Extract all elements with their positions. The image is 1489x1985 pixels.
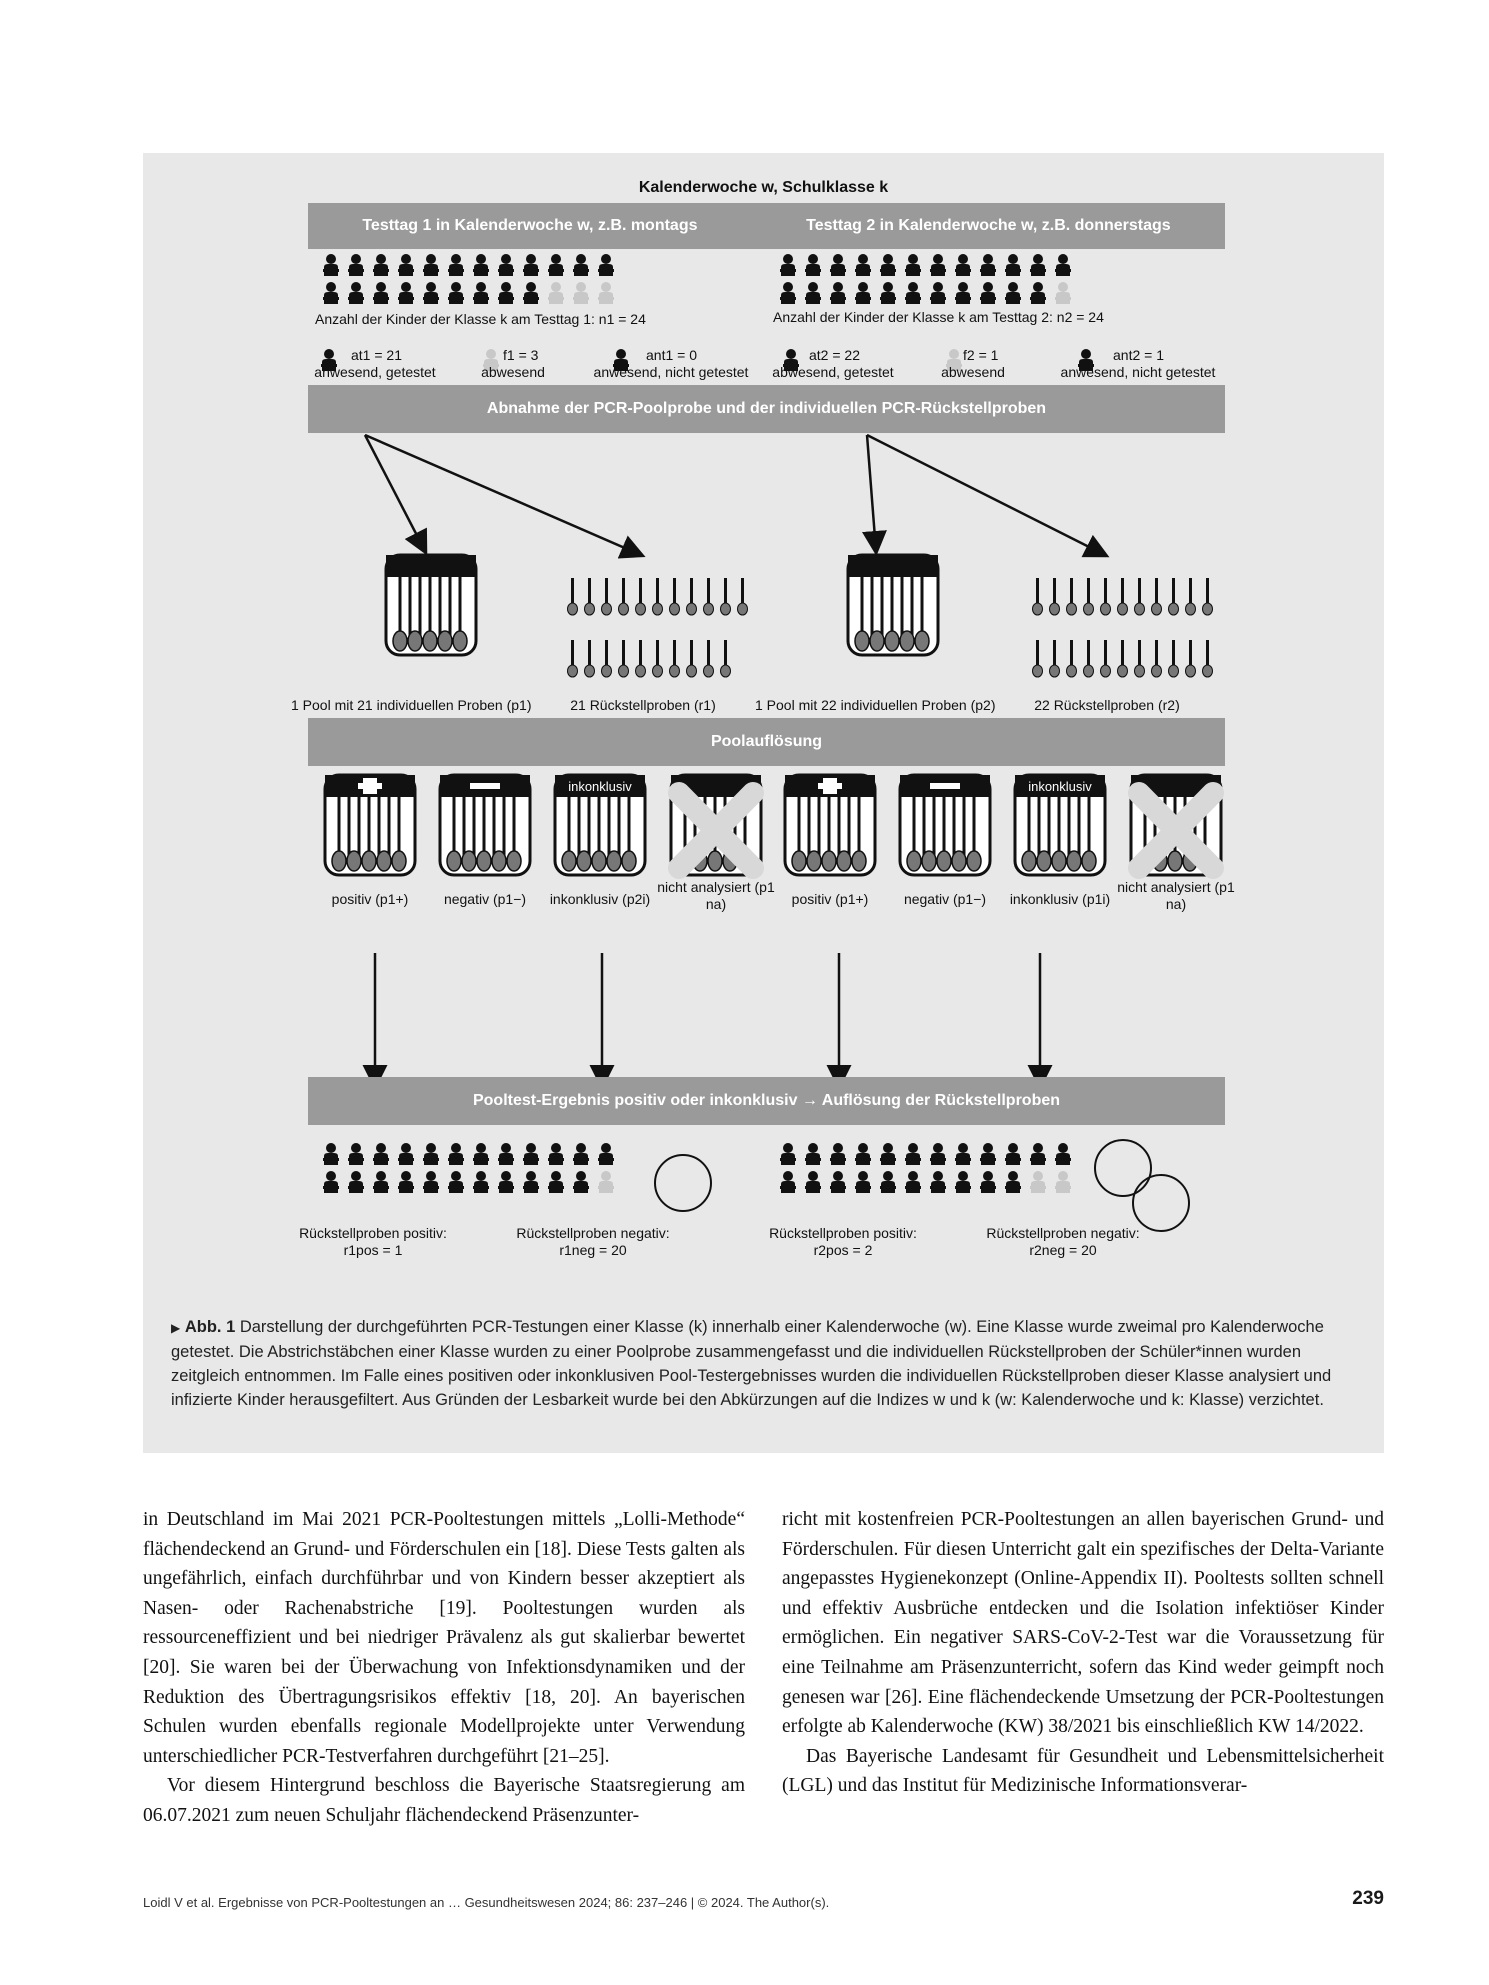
- backup-label-2: 22 Rückstellproben (r2): [1034, 697, 1180, 713]
- backup-swab-icon: [585, 640, 595, 677]
- backup-swab-icon: [1118, 640, 1128, 677]
- backup-swab-icon: [1203, 640, 1213, 677]
- final-label-4: Rückstellproben negativ: r2neg = 20: [986, 1225, 1140, 1258]
- backup-swab-icon: [653, 578, 663, 615]
- result-tube-icon: [900, 775, 990, 875]
- child-icon: [1055, 1143, 1071, 1165]
- child-icon: [980, 254, 996, 276]
- backup-swab-icon: [1152, 640, 1162, 677]
- child-icon: [498, 254, 514, 276]
- child-icon: [805, 1171, 821, 1193]
- child-icon: [348, 254, 364, 276]
- child-icon: [1030, 1171, 1046, 1193]
- child-icon: [423, 282, 439, 304]
- child-icon: [905, 254, 921, 276]
- result-tube-icon: [440, 775, 530, 875]
- child-icon: [448, 1171, 464, 1193]
- backup-swab-icon: [738, 578, 748, 615]
- figure-title: Kalenderwoche w, Schulklasse k: [638, 179, 889, 196]
- child-icon: [548, 254, 564, 276]
- backup-swab-icon: [1135, 578, 1145, 615]
- child-icon: [573, 282, 589, 304]
- result-label: negativ (p1−): [443, 891, 527, 907]
- child-icon: [323, 282, 339, 304]
- child-icon: [498, 282, 514, 304]
- child-icon: [955, 1171, 971, 1193]
- body-paragraph: Das Bayerische Landesamt für Gesundheit und Lebensmittelsicherheit (LGL) und das Institut für Medizinische Informationsverar-: [782, 1745, 1384, 1797]
- backup-swab-icon: [670, 640, 680, 677]
- child-icon: [830, 254, 846, 276]
- child-icon: [398, 1171, 414, 1193]
- child-icon: [348, 1171, 364, 1193]
- body-column-left: [143, 1505, 745, 1831]
- backup-swab-icon: [1084, 640, 1094, 677]
- child-icon: [855, 254, 871, 276]
- backup-swab-icon: [568, 640, 578, 677]
- testday2-header: Testtag 2 in Kalenderwoche w, z.B. donnerstags: [806, 217, 1171, 234]
- day2-stat-untested: ant2 = 1 anwesend, nicht getestet: [1060, 347, 1216, 380]
- backup-swab-icon: [1050, 578, 1060, 615]
- day1-stat-untested: ant1 = 0 anwesend, nicht getestet: [593, 347, 749, 380]
- child-icon: [573, 1171, 589, 1193]
- backup-swab-icon: [585, 578, 595, 615]
- backup-swab-icon: [1050, 640, 1060, 677]
- backup-swab-icon: [653, 640, 663, 677]
- child-icon: [523, 282, 539, 304]
- arrow-backup-1: [365, 435, 641, 555]
- child-icon: [905, 1171, 921, 1193]
- day2-stat-absent: f2 = 1 abwesend: [941, 347, 1005, 380]
- child-icon: [523, 254, 539, 276]
- child-icon: [323, 254, 339, 276]
- child-icon: [1055, 282, 1071, 304]
- backup-swab-icon: [619, 640, 629, 677]
- backup-swab-icon: [687, 640, 697, 677]
- minus-icon: [470, 783, 500, 789]
- backup-swab-icon: [1084, 578, 1094, 615]
- child-icon: [980, 1171, 996, 1193]
- child-icon: [855, 282, 871, 304]
- child-icon: [448, 254, 464, 276]
- final-label-2: Rückstellproben negativ: r1neg = 20: [516, 1225, 670, 1258]
- child-icon: [1055, 1171, 1071, 1193]
- backup-swab-icon: [602, 640, 612, 677]
- caption-label: Abb. 1: [184, 1318, 236, 1336]
- child-icon: [548, 1143, 564, 1165]
- child-icon: [1030, 1143, 1046, 1165]
- child-icon: [805, 1143, 821, 1165]
- child-icon: [930, 282, 946, 304]
- child-icon: [598, 1143, 614, 1165]
- child-icon: [830, 282, 846, 304]
- child-icon: [880, 1143, 896, 1165]
- child-icon: [473, 254, 489, 276]
- result-label: positiv (p1+): [331, 891, 409, 907]
- backup-swab-icon: [1033, 578, 1043, 615]
- result-label: nicht analysiert (p1 na): [657, 879, 775, 912]
- child-icon: [398, 282, 414, 304]
- child-icon: [448, 1143, 464, 1165]
- backup-swab-icon: [1169, 640, 1179, 677]
- child-icon: [930, 254, 946, 276]
- backup-swab-icon: [670, 578, 680, 615]
- day1-stat-absent: f1 = 3 abwesend: [481, 347, 545, 380]
- backup-swab-icon: [687, 578, 697, 615]
- child-icon: [855, 1171, 871, 1193]
- infected-circle: [655, 1155, 711, 1211]
- plus-icon: [818, 783, 842, 789]
- resolution-bar: Poolauflösung: [308, 718, 1225, 766]
- day1-stat-tested: at1 = 21 anwesend, getestet: [314, 347, 436, 380]
- child-icon: [855, 1143, 871, 1165]
- result-bar: Pooltest-Ergebnis positiv oder inkonklusiv → Auflösung der Rückstellproben: [308, 1077, 1225, 1125]
- child-icon: [830, 1143, 846, 1165]
- inconclusive-tag: inkonklusiv: [1028, 779, 1092, 794]
- child-icon: [1005, 1171, 1021, 1193]
- child-icon: [473, 1171, 489, 1193]
- child-icon: [448, 282, 464, 304]
- day2-count: Anzahl der Kinder der Klasse k am Testtag 2: n2 = 24: [773, 309, 1104, 325]
- result-label: inkonklusiv (p1i): [1009, 891, 1111, 907]
- backup-swab-icon: [704, 640, 714, 677]
- child-icon: [498, 1143, 514, 1165]
- child-icon: [805, 254, 821, 276]
- pool-tube-icon: [848, 555, 938, 655]
- child-icon: [930, 1171, 946, 1193]
- backup-swab-icon: [568, 578, 578, 615]
- child-icon: [548, 1171, 564, 1193]
- child-icon: [548, 282, 564, 304]
- backup-swab-icon: [636, 578, 646, 615]
- result-label: nicht analysiert (p1 na): [1117, 879, 1235, 912]
- child-icon: [323, 1171, 339, 1193]
- backup-swab-icon: [1203, 578, 1213, 615]
- backup-swab-icon: [1186, 640, 1196, 677]
- backup-swab-icon: [1169, 578, 1179, 615]
- child-icon: [830, 1171, 846, 1193]
- testday-header-bar: [308, 203, 1225, 249]
- arrow-pool-1: [365, 435, 425, 551]
- child-icon: [1005, 282, 1021, 304]
- backup-swab-icon: [721, 640, 731, 677]
- footer-citation: Loidl V et al. Ergebnisse von PCR-Pooltestungen an … Gesundheitswesen 2024; 86: 237–246 | © 2024. The Author(s).: [143, 1895, 830, 1910]
- child-icon: [423, 1143, 439, 1165]
- child-icon: [598, 1171, 614, 1193]
- backup-swab-icon: [1033, 640, 1043, 677]
- child-icon: [373, 1171, 389, 1193]
- figure-caption: ▶ Abb. 1 Darstellung der durchgeführten PCR-Testungen einer Klasse (k) innerhalb einer Kalenderwoche (w). Eine Klasse wurde zweimal pro Kalenderwoche getestet. Die Abstrichstäbchen einer Klasse wurden zu einer Poolprobe zusammengefasst und die individuellen Rückstellproben der Schüler*innen wurden zeitgleich entnommen. Im Falle eines positiven oder inkonklusiven Pool-Testergebnisses wurden die individuellen Rückstellproben dieser Klasse analysiert und infizierte Kinder herausgefiltert. Aus Gründen der Lesbarkeit wurde bei den Abkürzungen auf die Indizes w und k (w: Kalenderwoche und k: Klasse) verzichtet.: [171, 1318, 1332, 1409]
- child-icon: [373, 1143, 389, 1165]
- backup-swab-icon: [1101, 578, 1111, 615]
- body-paragraph: Vor diesem Hintergrund beschloss die Bayerische Staatsregierung am 06.07.2021 zum neuen Schuljahr flächendeckend Präsenzunter-: [143, 1775, 745, 1826]
- backup-swab-icon: [721, 578, 731, 615]
- child-icon: [905, 1143, 921, 1165]
- backup-swab-icon: [1067, 640, 1077, 677]
- backup-swab-icon: [1067, 578, 1077, 615]
- child-icon: [780, 1143, 796, 1165]
- child-icon: [980, 282, 996, 304]
- child-icon: [573, 1143, 589, 1165]
- child-icon: [523, 1171, 539, 1193]
- child-icon: [1005, 254, 1021, 276]
- caption-text: Darstellung der durchgeführten PCR-Testungen einer Klasse (k) innerhalb einer Kalenderwoche (w). Eine Klasse wurde zweimal pro Kalenderwoche getestet. Die Abstrichstäbchen einer Klasse wurden zu einer Poolprobe zusammengefasst und die individuellen Rückstellproben der Schüler*innen wurden zeitgleich entnommen. Im Falle eines positiven oder inkonklusiven Pool-Testergebnisses wurden die individuellen Rückstellproben dieser Klasse analysiert und infizierte Kinder herausgefiltert. Aus Gründen der Lesbarkeit wurde bei den Abkürzungen auf die Indizes w und k (w: Kalenderwoche und k: Klasse) verzichtet.: [171, 1318, 1332, 1409]
- backup-swab-icon: [704, 578, 714, 615]
- pool-tube-icon: [386, 555, 476, 655]
- minus-icon: [930, 783, 960, 789]
- backup-swab-icon: [1186, 578, 1196, 615]
- body-paragraph: richt mit kostenfreien PCR-Pooltestungen an allen bayerischen Grund- und Förderschulen. Für diesen Unterricht galt ein spezifisches der Delta-Variante angepasstes Hygienekonzept (Online-Appendix II). Pooltests sollten schnell und effektiv Ausbrüche entdecken und die Isolation infektiöser Kinder ermöglichen. Ein negativer SARS-CoV-2-Test war die Voraussetzung für eine Teilnahme am Präsenzunterricht, sofern das Kind weder geimpft noch genesen war [26]. Eine flächendeckende Umsetzung der PCR-Pooltestungen erfolgte ab Kalenderwoche (KW) 38/2021 bis einschließlich KW 14/2022.: [782, 1509, 1384, 1738]
- body-column-right: [782, 1505, 1384, 1801]
- child-icon: [980, 1143, 996, 1165]
- backup-swab-icon: [1118, 578, 1128, 615]
- child-icon: [880, 1171, 896, 1193]
- child-icon: [323, 1143, 339, 1165]
- figure-panel: [143, 153, 1384, 1453]
- infected-circle: [1095, 1140, 1151, 1196]
- backup-swab-icon: [619, 578, 629, 615]
- backup-swab-icon: [1101, 640, 1111, 677]
- result-label: inkonklusiv (p2i): [549, 891, 651, 907]
- sampling-bar: Abnahme der PCR-Poolprobe und der individuellen PCR-Rückstellproben: [308, 385, 1225, 433]
- child-icon: [373, 254, 389, 276]
- child-icon: [955, 1143, 971, 1165]
- child-icon: [955, 282, 971, 304]
- arrow-backup-2: [867, 435, 1105, 555]
- child-icon: [880, 282, 896, 304]
- arrow-pool-2: [867, 435, 876, 551]
- child-icon: [573, 254, 589, 276]
- day2-stat-tested: at2 = 22 abwesend, getestet: [772, 347, 894, 380]
- pool-label-2: 1 Pool mit 22 individuellen Proben (p2): [755, 697, 996, 713]
- child-icon: [398, 254, 414, 276]
- child-icon: [398, 1143, 414, 1165]
- child-icon: [523, 1143, 539, 1165]
- final-label-3: Rückstellproben positiv: r2pos = 2: [769, 1225, 917, 1258]
- testday1-header: Testtag 1 in Kalenderwoche w, z.B. montags: [362, 217, 698, 234]
- child-icon: [780, 1171, 796, 1193]
- body-paragraph: in Deutschland im Mai 2021 PCR-Pooltestungen mittels „Lolli-Methode“ flächendeckend an Grund- und Förderschulen ein [18]. Diese Tests galten als ungefährlich, einfach durchführbar und von Kindern besser akzeptiert als Nasen- oder Rachenabstriche [19]. Pooltestungen wurden als ressourceneffizient und bei niedriger Prävalenz als gut skalierbar bewertet [20]. Sie waren bei der Überwachung von Infektionsdynamiken und der Reduktion des Übertragungsrisikos effektiv [18, 20]. An bayerischen Schulen wurden ebenfalls regionale Modellprojekte unter Verwendung unterschiedlicher PCR-Testverfahren durchgeführt [21–25].: [143, 1509, 745, 1767]
- child-icon: [780, 282, 796, 304]
- child-icon: [955, 254, 971, 276]
- child-icon: [1055, 254, 1071, 276]
- child-icon: [423, 1171, 439, 1193]
- backup-swab-icon: [602, 578, 612, 615]
- result-label: negativ (p1−): [903, 891, 987, 907]
- child-icon: [348, 282, 364, 304]
- backup-label-1: 21 Rückstellproben (r1): [570, 697, 716, 713]
- child-icon: [905, 282, 921, 304]
- backup-swab-icon: [1152, 578, 1162, 615]
- pool-label-1: 1 Pool mit 21 individuellen Proben (p1): [291, 697, 532, 713]
- child-icon: [1030, 282, 1046, 304]
- inconclusive-tag: inkonklusiv: [568, 779, 632, 794]
- child-icon: [598, 254, 614, 276]
- page-number: 239: [1352, 1888, 1384, 1909]
- result-label: positiv (p1+): [791, 891, 869, 907]
- child-icon: [598, 282, 614, 304]
- backup-swab-icon: [636, 640, 646, 677]
- child-icon: [498, 1171, 514, 1193]
- day1-count: Anzahl der Kinder der Klasse k am Testtag 1: n1 = 24: [315, 311, 646, 327]
- child-icon: [780, 254, 796, 276]
- child-icon: [373, 282, 389, 304]
- child-icon: [423, 254, 439, 276]
- child-icon: [1030, 254, 1046, 276]
- child-icon: [930, 1143, 946, 1165]
- infected-circle: [1133, 1175, 1189, 1231]
- child-icon: [348, 1143, 364, 1165]
- plus-icon: [358, 783, 382, 789]
- child-icon: [805, 282, 821, 304]
- child-icon: [473, 282, 489, 304]
- child-icon: [1005, 1143, 1021, 1165]
- final-label-1: Rückstellproben positiv: r1pos = 1: [299, 1225, 447, 1258]
- backup-swab-icon: [1135, 640, 1145, 677]
- child-icon: [473, 1143, 489, 1165]
- child-icon: [880, 254, 896, 276]
